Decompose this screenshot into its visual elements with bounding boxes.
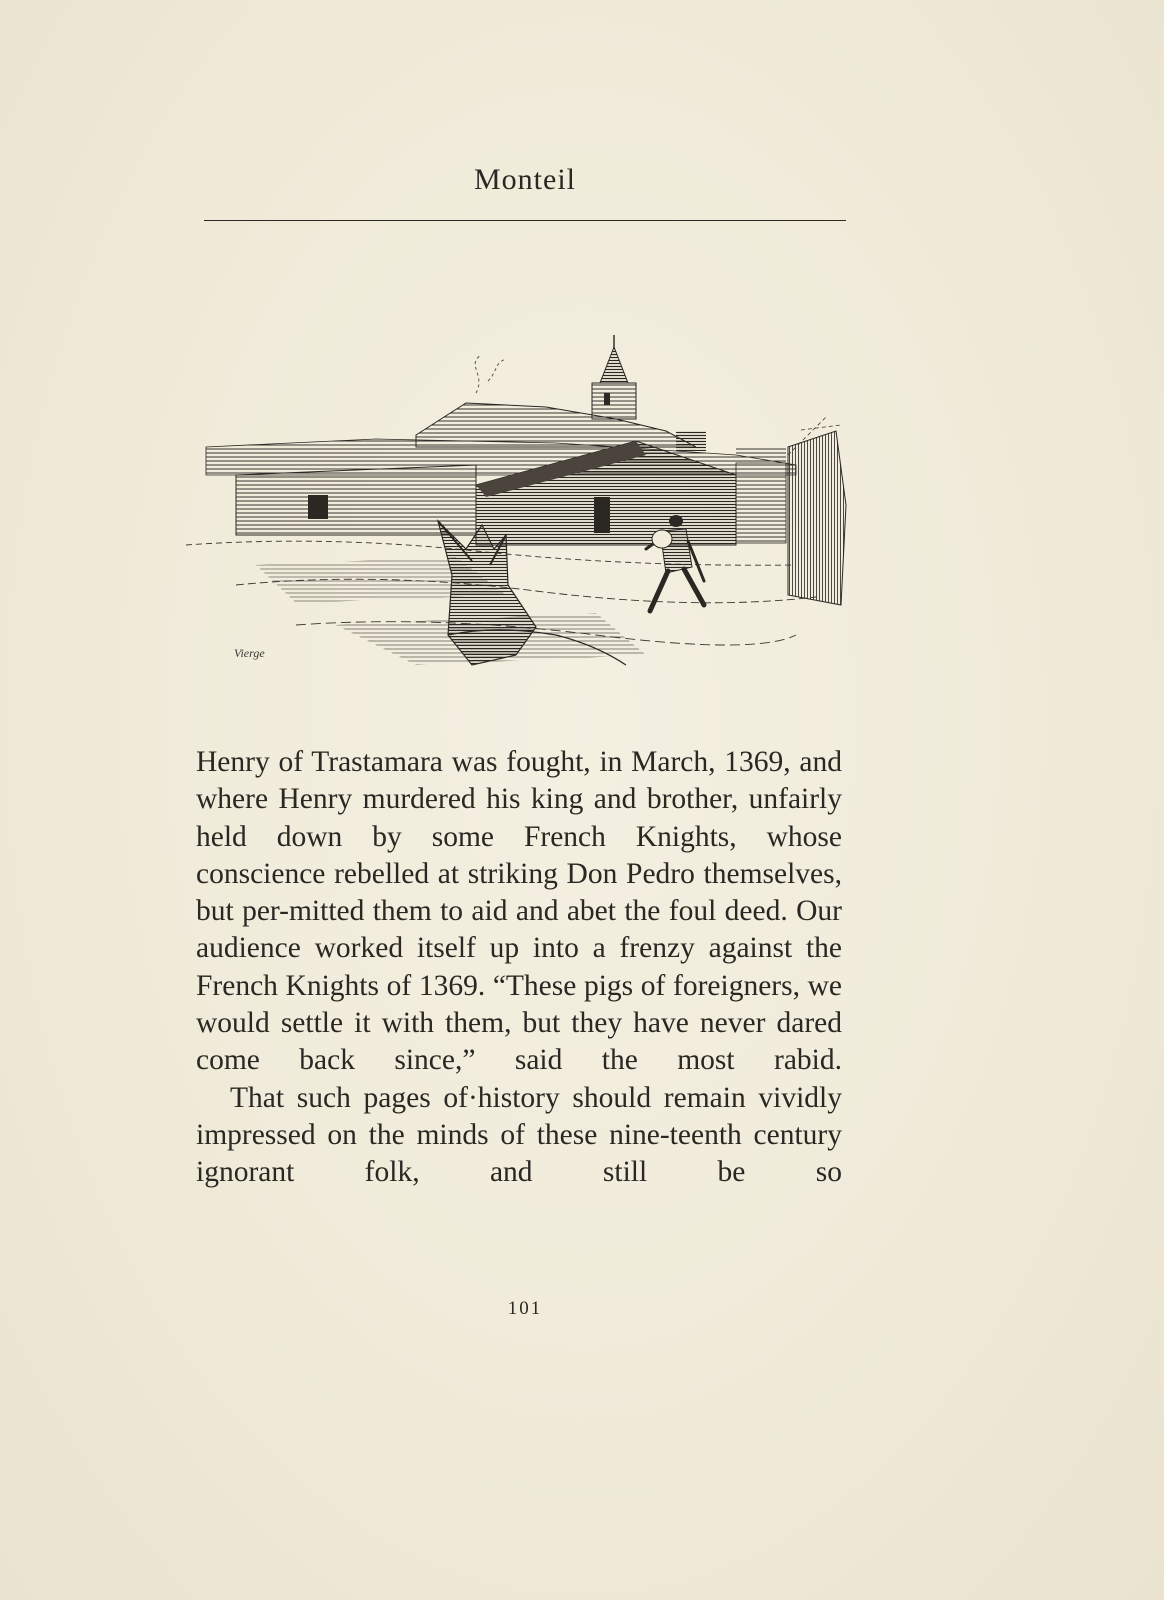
village-roofs	[206, 403, 796, 475]
running-head: Monteil	[474, 163, 576, 196]
paragraph: Henry of Trastamara was fought, in March, 1369, and where Henry murdered his king and brother, unfairly held down by some French Knights, whose conscience rebelled at striking Don Pedro themselves, but per-mitted them to aid and abet the foul deed. Our audience worked itself up into a frenzy against the French Knights of 1369. “These pigs of foreigners, we would settle it with them, but they have never dared come back since,” said the most rabid.	[196, 746, 842, 1077]
village-engraving	[176, 335, 866, 690]
artist-signature: Vierge	[234, 646, 265, 660]
church-tower	[592, 335, 636, 419]
page-number: 101	[507, 1298, 543, 1319]
stone-wall	[788, 417, 846, 605]
body-text	[196, 744, 842, 1192]
paragraph: That such pages of·history should remain vividly impressed on the minds of these nine-teenth century ignorant folk, and still be so	[196, 1081, 842, 1189]
header-rule	[204, 220, 846, 221]
